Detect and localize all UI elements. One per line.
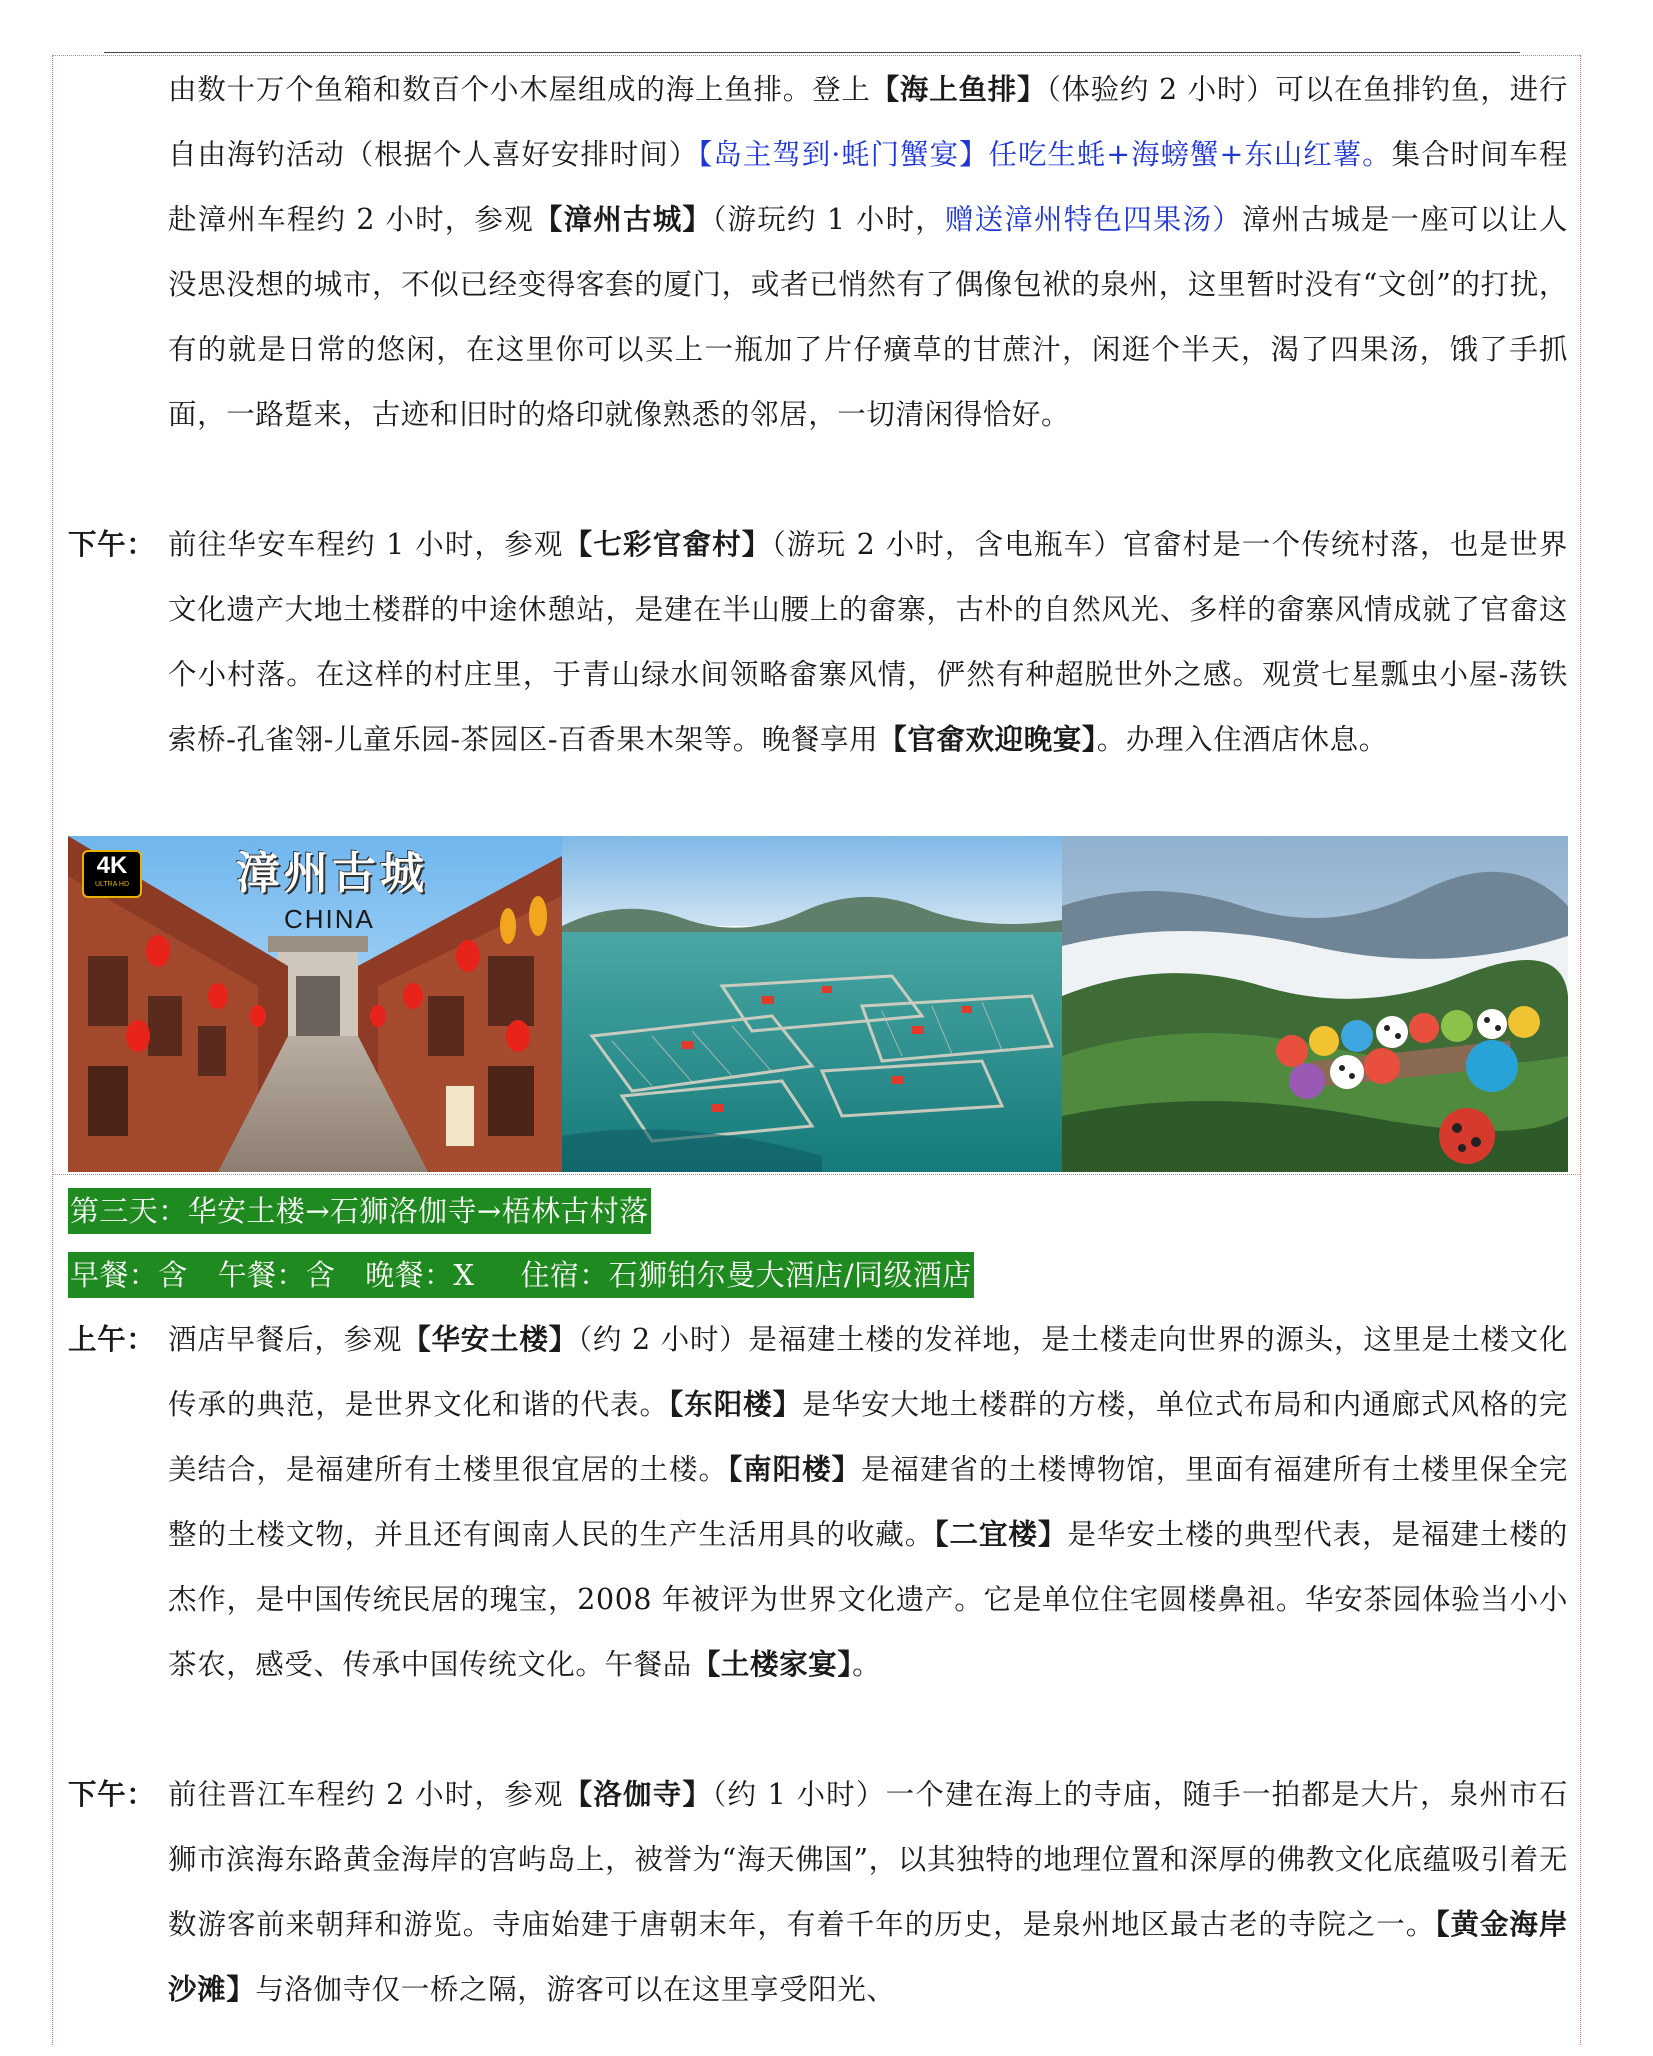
- paragraph-text: （体验约 2 小时）可以在鱼排钓鱼，进行自由海钓活动（根据个人喜好安排时间）: [168, 73, 1568, 171]
- paragraph-text: 是华安土楼的典型代表，是福建土楼的杰作，是中国传统民居的瑰宝，2008 年被评为世界文化遗产。它是单位住宅圆楼鼻祖。华安茶园体验当小小茶农，感受、传承中国传统文化。午餐品: [168, 1518, 1568, 1681]
- hotel-info: 住宿：石狮铂尔曼大酒店/同级酒店: [520, 1258, 972, 1292]
- paragraph-text: 与洛伽寺仅一桥之隔，游客可以在这里享受阳光、: [255, 1973, 896, 2006]
- highlight-meal-detail: 任吃生蚝+海螃蟹+东山红薯。: [988, 138, 1392, 171]
- highlight-attraction: 【二宜楼】: [934, 1517, 1068, 1551]
- paragraph-text: （游玩 2 小时，含电瓶车）官畲村是一个传统村落，也是世界文化遗产大地土楼群的中途休憩站，是建在半山腰上的畲寨，古朴的自然风光、多样的畲寨风情成就了官畲这个小村落。在这样的村庄里，于青山绿水间领略畲寨风情，俨然有种超脱世外之感。观赏七星瓢虫小屋-荡铁索桥-孔雀翎-儿童乐园-茶园区-百香果木架等。晚餐享用: [168, 528, 1568, 756]
- time-label: 下午：: [68, 527, 156, 561]
- photo-title: 漳州古城: [236, 848, 428, 899]
- time-label: 下午：: [68, 1777, 156, 1811]
- photo-subtitle: CHINA: [284, 904, 375, 934]
- paragraph-text: 前往晋江车程约 2 小时，参观: [168, 1778, 564, 1811]
- day3-morning-paragraph: [68, 1307, 1568, 1697]
- paragraph-text: 前往华安车程约 1 小时，参观: [168, 528, 564, 561]
- photo-sea-fish-rafts: [562, 836, 1062, 1172]
- paragraph-text: 由数十万个鱼箱和数百个小木屋组成的海上鱼排。登上: [168, 73, 871, 106]
- highlight-attraction: 【海上鱼排】: [870, 72, 1047, 106]
- paragraph-text: 漳州古城是一座可以让人没思没想的城市，不似已经变得客套的厦门，或者已悄然有了偶像包袱的泉州，这里暂时没有“文创”的打扰，有的就是日常的悠闲，在这里你可以买上一瓶加了片仔癀草的甘蔗汁，闲逛个半天，渴了四果汤，饿了手抓面，一路踅来，古迹和旧时的烙印就像熟悉的邻居，一切清闲得恰好。: [168, 203, 1568, 431]
- sea-fish-rafts-image: [562, 836, 1062, 1172]
- header-rule: [104, 52, 1520, 53]
- photo-zhangzhou-old-town: [68, 836, 562, 1172]
- day2-morning-paragraph: [68, 57, 1568, 447]
- photo-strip: [68, 836, 1568, 1172]
- paragraph-text: 是福建省的土楼博物馆，里面有福建所有土楼里保全完整的土楼文物，并且还有闽南人民的生产生活用具的收藏。: [168, 1453, 1568, 1551]
- table-border-right: [1580, 55, 1581, 2045]
- paragraph-text: 集合时间车程赴漳州车程约 2 小时，参观: [168, 138, 1568, 236]
- table-border-divider: [52, 1174, 1580, 1175]
- highlight-attraction: 【七彩官畲村】: [563, 527, 772, 561]
- table-border-left: [52, 55, 53, 2045]
- highlight-attraction: 【南阳楼】: [727, 1452, 862, 1486]
- paragraph-text: （约 2 小时）是福建土楼的发祥地，是土楼走向世界的源头，这里是土楼文化传承的典范，是世界文化和谐的代表。: [168, 1323, 1568, 1421]
- highlight-gift: 赠送漳州特色四果汤）: [944, 203, 1242, 236]
- highlight-meal: 【土楼家宴】: [691, 1647, 853, 1681]
- highlight-attraction: 【漳州古城】: [533, 202, 713, 236]
- highlight-attraction: 【洛伽寺】: [563, 1777, 713, 1811]
- highlight-meal: 【岛主驾到·蚝门蟹宴】: [698, 138, 989, 171]
- day3-meals-bar: [68, 1252, 974, 1298]
- time-label: 上午：: [68, 1322, 156, 1356]
- badge-ultra-hd-text: ULTRA HD: [94, 881, 130, 888]
- paragraph-text: （游玩约 1 小时，: [712, 203, 945, 236]
- highlight-attraction: 【华安土楼】: [402, 1322, 578, 1356]
- day3-title-bar: 第三天：华安土楼→石狮洛伽寺→梧林古村落: [68, 1188, 651, 1234]
- mountain-village-image: [1062, 836, 1568, 1172]
- day2-afternoon-paragraph: [68, 512, 1568, 772]
- meal-lunch: 午餐：含: [217, 1258, 336, 1292]
- highlight-attraction: 【东阳楼】: [669, 1387, 803, 1421]
- meal-dinner: 晚餐：X: [365, 1258, 475, 1292]
- badge-4k-text: 4K: [96, 852, 128, 879]
- 4k-badge: [82, 850, 142, 898]
- day3-afternoon-paragraph: [68, 1762, 1568, 2022]
- highlight-meal: 【官畲欢迎晚宴】: [878, 722, 1097, 756]
- paragraph-text: 是华安大地土楼群的方楼，单位式布局和内通廊式风格的完美结合，是福建所有土楼里很宜居的土楼。: [168, 1388, 1568, 1486]
- photo-guanshe-village: [1062, 836, 1568, 1172]
- table-border-top: [52, 55, 1580, 56]
- meal-breakfast: 早餐：含: [70, 1258, 188, 1292]
- paragraph-text: 酒店早餐后，参观: [168, 1323, 403, 1356]
- paragraph-text: （约 1 小时）一个建在海上的寺庙，随手一拍都是大片，泉州市石狮市滨海东路黄金海岸的宫屿岛上，被誉为“海天佛国”，以其独特的地理位置和深厚的佛教文化底蕴吸引着无数游客前来朝拜和游览。寺庙始建于唐朝末年，有着千年的历史，是泉州地区最古老的寺院之一。: [168, 1778, 1568, 1941]
- paragraph-text: 。: [852, 1648, 882, 1681]
- paragraph-text: 。办理入住酒店休息。: [1096, 723, 1388, 756]
- highlight-attraction: 【黄金海岸沙滩】: [168, 1907, 1568, 2006]
